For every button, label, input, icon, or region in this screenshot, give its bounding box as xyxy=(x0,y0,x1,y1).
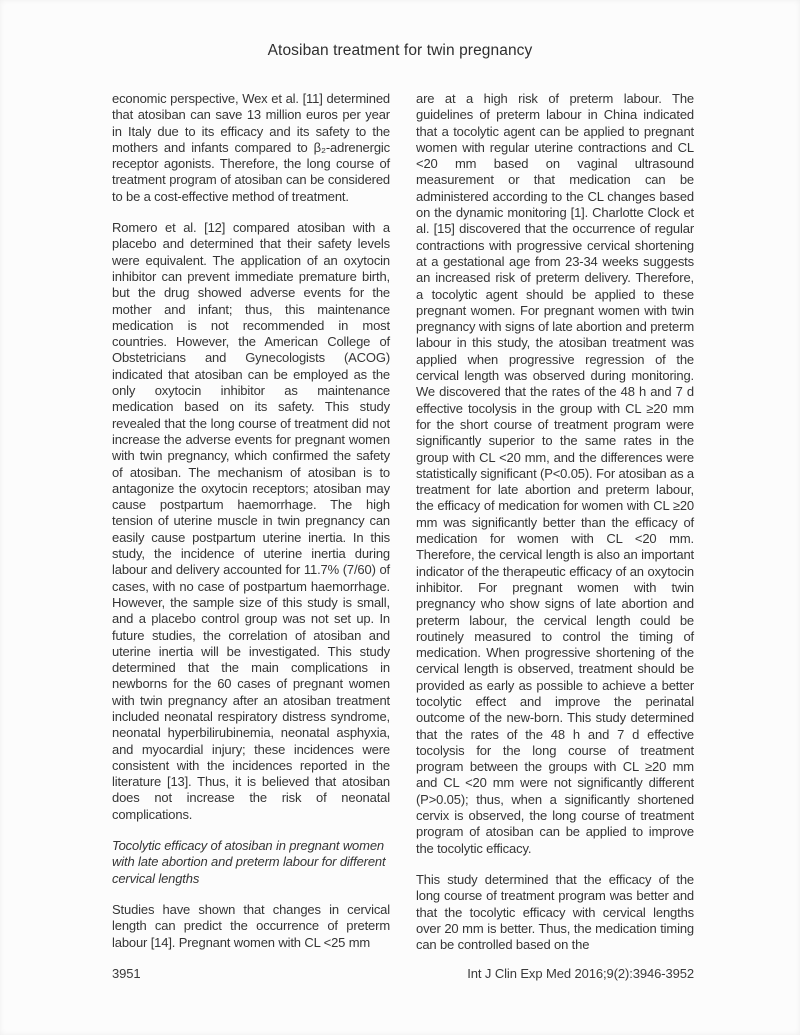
page-footer xyxy=(112,966,694,981)
paragraph: Studies have shown that changes in cervical length can predict the occurrence of preterm labour [14]. Pregnant women with CL <25 mm xyxy=(112,901,390,950)
paragraph: are at a high risk of preterm labour. The guidelines of preterm labour in China indicated that a tocolytic agent can be applied to pregnant women with regular uterine contractions and CL <20 mm based on vaginal ultrasound measurement or that medication can be administered according to the CL changes based on the dynamic monitoring [1]. Charlotte Clock et al. [15] discovered that the occurrence of regular contractions with progressive cervical shortening at a gestational age from 23-34 weeks suggests an increased risk of preterm delivery. Therefore, a tocolytic agent should be applied to these pregnant women. For pregnant women with twin pregnancy with signs of late abortion and preterm labour in this study, the atosiban treatment was applied when progressive regression of the cervical length was observed during monitoring. We discovered that the rates of the 48 h and 7 d effective tocolysis in the group with CL ≥20 mm for the short course of treatment program were significantly superior to the same rates in the group with CL <20 mm, and the differences were statistically significant (P<0.05). For atosiban as a treatment for late abortion and preterm labour, the efficacy of medication for women with CL ≥20 mm was significantly better than the efficacy of medication for women with CL <20 mm. Therefore, the cervical length is also an important indicator of the therapeutic efficacy of an oxytocin inhibitor. For pregnant women with twin pregnancy who show signs of late abortion and preterm labour, the cervical length could be routinely measured to control the timing of medication. When progressive shortening of the cervical length is observed, treatment should be provided as early as possible to achieve a better tocolytic effect and improve the perinatal outcome of the new-born. This study determined that the rates of the 48 h and 7 d effective tocolysis for the long course of treatment program between the groups with CL ≥20 mm and CL <20 mm were not significantly different (P>0.05); thus, when a significantly shortened cervix is observed, the long course of treatment program of atosiban can be applied to improve the tocolytic efficacy. xyxy=(416,91,694,856)
journal-reference: Int J Clin Exp Med 2016;9(2):3946-3952 xyxy=(467,966,694,981)
body-column-right xyxy=(416,91,694,953)
paragraph: economic perspective, Wex et al. [11] determined that atosiban can save 13 million euros per year in Italy due to its efficacy and its safety to the mothers and infants compared to β₂-adrenergic receptor agonists. Therefore, the long course of treatment program of atosiban can be considered to be a cost-effective method of treatment. xyxy=(112,91,390,204)
paragraph: This study determined that the efficacy of the long course of treatment program was better and that the tocolytic efficacy with cervical lengths over 20 mm is better. Thus, the medication timing can be controlled based on the xyxy=(416,871,694,953)
page-title: Atosiban treatment for twin pregnancy xyxy=(267,42,533,59)
body-column-left xyxy=(112,91,390,953)
paragraph: Romero et al. [12] compared atosiban with a placebo and determined that their safety levels were equivalent. The application of an oxytocin inhibitor can prevent immediate premature birth, but the drug showed adverse events for the mother and infant; thus, this maintenance medication is not recommended in most countries. However, the American College of Obstetricians and Gynecologists (ACOG) indicated that atosiban can be employed as the only oxytocin inhibitor as maintenance medication based on its safety. This study revealed that the long course of treatment did not increase the adverse events for pregnant women with twin pregnancy, which confirmed the safety of atosiban. The mechanism of atosiban is to antagonize the oxytocin receptors; atosiban may cause postpartum haemorrhage. The high tension of uterine muscle in twin pregnancy can easily cause postpartum uterine inertia. In this study, the incidence of uterine inertia during labour and delivery accounted for 11.7% (7/60) of cases, with no case of postpartum haemorrhage. However, the sample size of this study is small, and a placebo control group was not set up. In future studies, the correlation of atosiban and uterine inertia will be investigated. This study determined that the main complications in newborns for the 60 cases of pregnant women with twin pregnancy after an atosiban treatment included neonatal respiratory distress syndrome, neonatal hyperbilirubinemia, neonatal asphyxia, and myocardial injury; these incidences were consistent with the incidences reported in the literature [13]. Thus, it is believed that atosiban does not increase the risk of neonatal complications. xyxy=(112,220,390,822)
section-heading: Tocolytic efficacy of atosiban in pregnant women with late abortion and preterm labour for different cervical lengths xyxy=(112,838,386,886)
two-column-body xyxy=(112,91,694,953)
page-number: 3951 xyxy=(112,966,141,981)
